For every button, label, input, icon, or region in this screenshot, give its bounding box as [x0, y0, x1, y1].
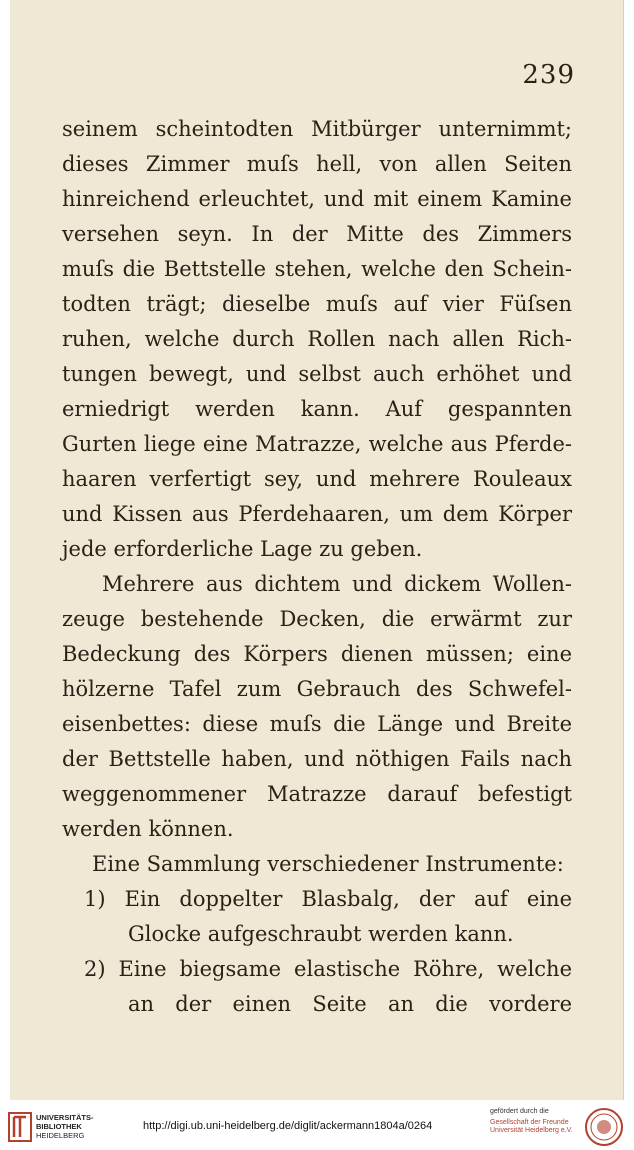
sponsor-label: gefördert durch die — [490, 1108, 549, 1115]
text-line: dieses Zimmer muſs hell, von allen Seiten — [62, 152, 572, 176]
text-line: hölzerne Tafel zum Gebrauch des Schwefel- — [62, 677, 572, 701]
text-line: tungen bewegt, und selbst auch erhöhet und — [62, 362, 572, 386]
text-line: seinem scheintodten Mitbürger unternimmt; — [62, 117, 572, 141]
text-line: und Kissen aus Pferdehaaren, um dem Körper — [62, 502, 572, 526]
text-line: Mehrere aus dichtem und dickem Wollen- — [102, 572, 572, 596]
text-line: Bedeckung des Körpers dienen müssen; eine — [62, 642, 572, 666]
text-line: ruhen, welche durch Rollen nach allen Rich- — [62, 327, 572, 351]
page-text — [62, 112, 572, 1022]
text-line: werden können. — [62, 817, 234, 841]
page-number: 239 — [522, 60, 575, 90]
text-line: jede erforderliche Lage zu geben. — [62, 537, 423, 561]
library-logo-icon — [8, 1112, 32, 1142]
text-line: zeuge bestehende Decken, die erwärmt zur — [62, 607, 572, 631]
library-name — [36, 1113, 94, 1140]
text-line: eisenbettes: diese muſs die Länge und Breite — [62, 712, 572, 736]
sponsor-name — [490, 1119, 573, 1135]
permalink-url[interactable]: http://digi.ub.uni-heidelberg.de/diglit/ackermann1804a/0264 — [143, 1120, 433, 1132]
text-line: weggenommener Matrazze darauf befestigt — [62, 782, 572, 806]
sponsor-name-line: Universität Heidelberg e.V. — [490, 1127, 573, 1134]
text-line: Eine Sammlung verschiedener Instrumente: — [92, 852, 564, 876]
text-line: der Bettstelle haben, und nöthigen Fails nach — [62, 747, 572, 771]
text-line: 2) Eine biegsame elastische Röhre, welche — [84, 957, 572, 981]
text-line: hinreichend erleuchtet, und mit einem Kamine — [62, 187, 572, 211]
text-line: erniedrigt werden kann. Auf gespannten — [62, 397, 572, 421]
text-line: haaren verfertigt sey, und mehrere Rouleaux — [62, 467, 572, 491]
footer-bar — [0, 1104, 634, 1150]
text-line: versehen seyn. In der Mitte des Zimmers — [62, 222, 572, 246]
book-page — [10, 0, 624, 1100]
text-line: Glocke aufgeschraubt werden kann. — [128, 922, 514, 946]
university-seal-icon — [584, 1107, 624, 1147]
library-name-line: HEIDELBERG — [36, 1131, 85, 1140]
text-line: 1) Ein doppelter Blasbalg, der auf eine — [84, 887, 572, 911]
text-line: an der einen Seite an die vordere — [128, 992, 572, 1016]
library-name-line: UNIVERSITÄTS- — [36, 1113, 94, 1122]
text-line: todten trägt; dieselbe muſs auf vier Füſsen — [62, 292, 572, 316]
sponsor-name-line: Gesellschaft der Freunde — [490, 1119, 569, 1126]
text-line: muſs die Bettstelle stehen, welche den Schein- — [62, 257, 572, 281]
library-name-line: BIBLIOTHEK — [36, 1122, 82, 1131]
text-line: Gurten liege eine Matrazze, welche aus Pferde- — [62, 432, 572, 456]
